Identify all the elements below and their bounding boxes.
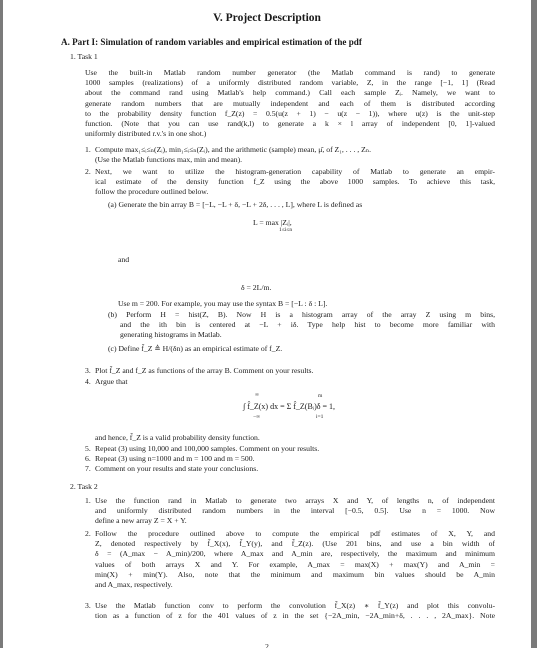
sub-item-a: [108, 200, 495, 210]
item-line: tion as a function of z for the 401 values of z in the set {−2A_min, −2A_min+δ, . . . , 2A_max}. Note: [95, 611, 495, 621]
item-number: 2.: [85, 529, 91, 538]
and-word: and: [118, 255, 130, 264]
item-line: min(X) + min(Y). Also, note that the minimum and maximum bin values should be A_min: [95, 569, 495, 579]
integral-upper-limit: ∞: [255, 392, 259, 398]
sub-line: (b) Perform H = hist(Z, B). Now H is a histogram array of the array Z using m bins,: [108, 310, 495, 319]
item-line: Z, denoted respectively by f̂_X(x), f̂_Y(y), and f̂_Z(z). (Use 201 bins, and use a bin width of: [95, 539, 495, 549]
task1-item5: [95, 444, 495, 454]
item-line: and A_max, respectively.: [95, 580, 173, 590]
item-number: 4.: [85, 377, 91, 386]
item-line: Use the Matlab function conv to perform the convolution f̂_X(z) ∗ f̂_Y(z) and plot this convolu-: [95, 601, 495, 610]
equation-L-subscript: 1≤i≤n: [279, 227, 293, 233]
item-line: follow the procedure outlined below.: [95, 187, 209, 197]
item-number: 3.: [85, 601, 91, 610]
item-line: ical estimate of the density function f_Z using the above 1000 samples. To achieve this task,: [95, 177, 495, 187]
item-line: Repeat (3) using 10,000 and 100,000 samples. Comment on your results.: [95, 444, 320, 453]
document-page: [3, 0, 531, 648]
intro-line: to the probability density function f_Z(z) = 0.5(u(z + 1) − u(z − 1)), where u(z) is the unit-step: [85, 108, 495, 118]
item-number: 6.: [85, 454, 91, 463]
item-line: (Use the Matlab functions max, min and mean).: [95, 155, 243, 165]
sub-item-b: [108, 310, 495, 341]
item-number: 1.: [85, 496, 91, 505]
item-line: define a new array Z = X + Y.: [95, 516, 187, 526]
item-line: Use the function rand in Matlab to generate two arrays X and Y, of lengths n, of independent: [95, 496, 495, 505]
task2-item1: [95, 496, 495, 527]
sub-line: generating histograms in Matlab.: [120, 330, 222, 340]
intro-line: function. (Note that you can use rand(k,l) to generate a k × l array of independent [0, 1]-valued: [85, 119, 495, 129]
sub-item-c: [108, 344, 495, 354]
sum-lower-limit: i=1: [316, 414, 324, 420]
page-number: 2: [265, 642, 269, 648]
sub-line: and the ith bin is centered at −L + iδ. Type help hist to become more familiar with: [120, 320, 495, 330]
task1-intro: [85, 68, 495, 139]
task1-item4: [95, 377, 495, 387]
equation-text: L = max |Zᵢ|,: [253, 218, 292, 227]
intro-line: uniformly distributed r.v.'s in one shot.): [85, 129, 207, 139]
sum-upper-limit: m: [318, 393, 323, 399]
task1-label: 1. Task 1: [70, 52, 98, 61]
item-number: 5.: [85, 444, 91, 453]
intro-line: about the command rand using Matlab's help command.) Call each sample Zᵢ. Namely, we want to: [85, 88, 495, 98]
intro-line: 1000 samples (realizations) of a uniformly distributed random variable, Z, in the range [−1, 1] (Read: [85, 78, 495, 88]
item-line: Next, we want to utilize the histogram-generation capability of Matlab to generate an empir-: [95, 167, 495, 176]
section-title: V. Project Description: [213, 12, 321, 24]
equation-integral: [243, 402, 335, 412]
item-number: 1.: [85, 145, 91, 154]
part-heading: A. Part I: Simulation of random variables and empirical estimation of the pdf: [61, 37, 362, 47]
item-line: Repeat (3) using n=1000 and m = 100 and m = 500.: [95, 454, 255, 463]
sub-line: (c) Define f̂_Z ≜ H/(δn) as an empirical estimate of f_Z.: [108, 344, 283, 353]
task2-label: 2. Task 2: [70, 482, 98, 491]
task2-item2: [95, 529, 495, 590]
use-m-line: Use m = 200. For example, you may use the syntax B = [−L : δ : L].: [118, 299, 328, 308]
task1-item7: [95, 464, 495, 474]
hence-line: and hence, f̂_Z is a valid probability density function.: [95, 433, 260, 442]
item-line: Compute max₁≤ᵢ≤ₙ(Zᵢ), min₁≤ᵢ≤ₙ(Zᵢ), and the arithmetic (sample) mean, μ̂, of Z₁, . . . , Zₙ.: [95, 145, 372, 154]
item-number: 7.: [85, 464, 91, 473]
task1-item2: [95, 167, 495, 198]
item-line: Plot f̂_Z and f_Z as functions of the array B. Comment on your results.: [95, 366, 314, 375]
intro-line: Use the built-in Matlab random number generator (the Matlab command is rand) to generate: [85, 68, 495, 77]
intro-line: generate random numbers that are mutually independent and each of them is distributed according: [85, 98, 495, 108]
item-line: and uniformly distributed random numbers in the interval [−0.5, 0.5]. Use n = 1000. Now: [95, 506, 495, 516]
integral-lower-limit: −∞: [253, 414, 261, 420]
task1-item6: [95, 454, 495, 464]
sub-line: (a) Generate the bin array B = [−L, −L + δ, −L + 2δ, . . . , L], where L is defined as: [108, 200, 363, 209]
equation-delta: δ = 2L/m.: [241, 283, 272, 292]
equation-text: ∫ f̂_Z(x) dx = Σ f̂_Z(Bᵢ)δ = 1,: [243, 402, 336, 411]
task2-item3: [95, 601, 495, 621]
item-line: Comment on your results and state your conclusions.: [95, 464, 259, 473]
item-line: Follow the procedure outlined above to compute the empirical pdf estimates of X, Y, and: [95, 529, 495, 538]
item-line: values of both arrays X and Y. For example, A_max = max(X) + max(Y) and A_min =: [95, 559, 495, 569]
item-line: δ = (A_max − A_min)/200, where A_max and A_min are, respectively, the maximum and minimum: [95, 549, 495, 559]
item-number: 3.: [85, 366, 91, 375]
item-number: 2.: [85, 167, 91, 176]
task1-item1: [95, 145, 495, 165]
task1-item3: [95, 366, 495, 376]
item-line: Argue that: [95, 377, 128, 386]
